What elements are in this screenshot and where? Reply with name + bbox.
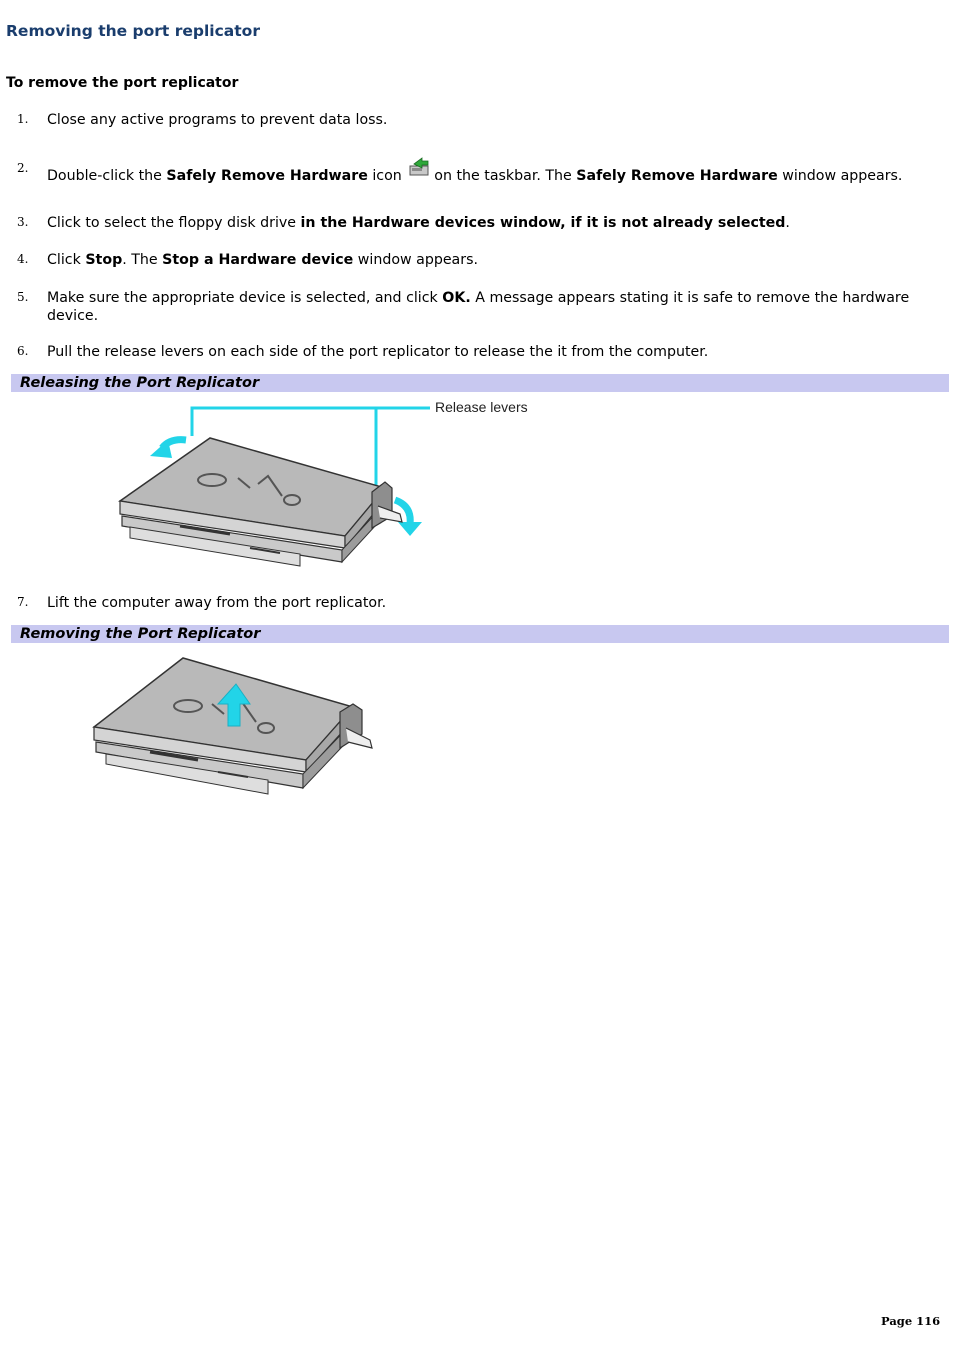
step-text — [47, 251, 927, 269]
step-text — [47, 594, 927, 612]
step-emphasis: Safely Remove Hardware — [166, 168, 368, 184]
step-emphasis: in the Hardware devices window, if it is not already selected — [300, 215, 786, 231]
figure-caption-removing: Removing the Port Replicator — [11, 625, 949, 643]
step-number: 6. — [17, 344, 29, 358]
step-text — [47, 160, 927, 185]
release-levers-callout: Release levers — [435, 399, 528, 415]
releasing-port-replicator-illustration — [110, 396, 550, 581]
step-emphasis: OK. — [442, 290, 471, 306]
step-text — [47, 111, 927, 129]
step-text-run: window appears. — [353, 252, 478, 268]
step-emphasis: Stop — [85, 252, 123, 268]
step-text — [47, 214, 927, 232]
step-number: 3. — [17, 215, 29, 229]
step-text-run: Make sure the appropriate device is selected, and click — [47, 290, 443, 306]
step-text-run: Click to select the floppy disk drive — [47, 215, 301, 231]
step-number: 4. — [17, 252, 29, 266]
step-text-run: Click — [47, 252, 86, 268]
step-text-run: window appears. — [777, 168, 903, 184]
page-number: Page 116 — [881, 1314, 941, 1328]
step-text-run: Lift the computer away from the port replicator. — [47, 595, 387, 611]
step-text-run: Double-click the — [47, 168, 167, 184]
step-text — [47, 289, 927, 325]
step-number: 2. — [17, 161, 29, 175]
step-text-run: icon — [367, 168, 407, 184]
step-number: 1. — [17, 112, 29, 126]
step-number: 5. — [17, 290, 29, 304]
step-text-run: A message appears stating it is safe to remove the hardware device. — [47, 290, 910, 324]
step-text-run: Pull the release levers on each side of the port replicator to release the it from the computer. — [47, 344, 709, 360]
step-text-run: . — [785, 215, 790, 231]
safely-remove-hardware-icon — [408, 154, 432, 178]
removing-port-replicator-illustration — [88, 652, 388, 807]
step-emphasis: Stop a Hardware device — [162, 252, 354, 268]
section-subtitle: To remove the port replicator — [6, 75, 239, 91]
step-emphasis: Safely Remove Hardware — [576, 168, 778, 184]
figure-caption-releasing: Releasing the Port Replicator — [11, 374, 949, 392]
step-text-run: . The — [122, 252, 163, 268]
step-text-run: on the taskbar. The — [434, 168, 577, 184]
step-text — [47, 343, 927, 361]
step-number: 7. — [17, 595, 29, 609]
step-text-run: Close any active programs to prevent data loss. — [47, 112, 388, 128]
page-title: Removing the port replicator — [6, 22, 260, 40]
